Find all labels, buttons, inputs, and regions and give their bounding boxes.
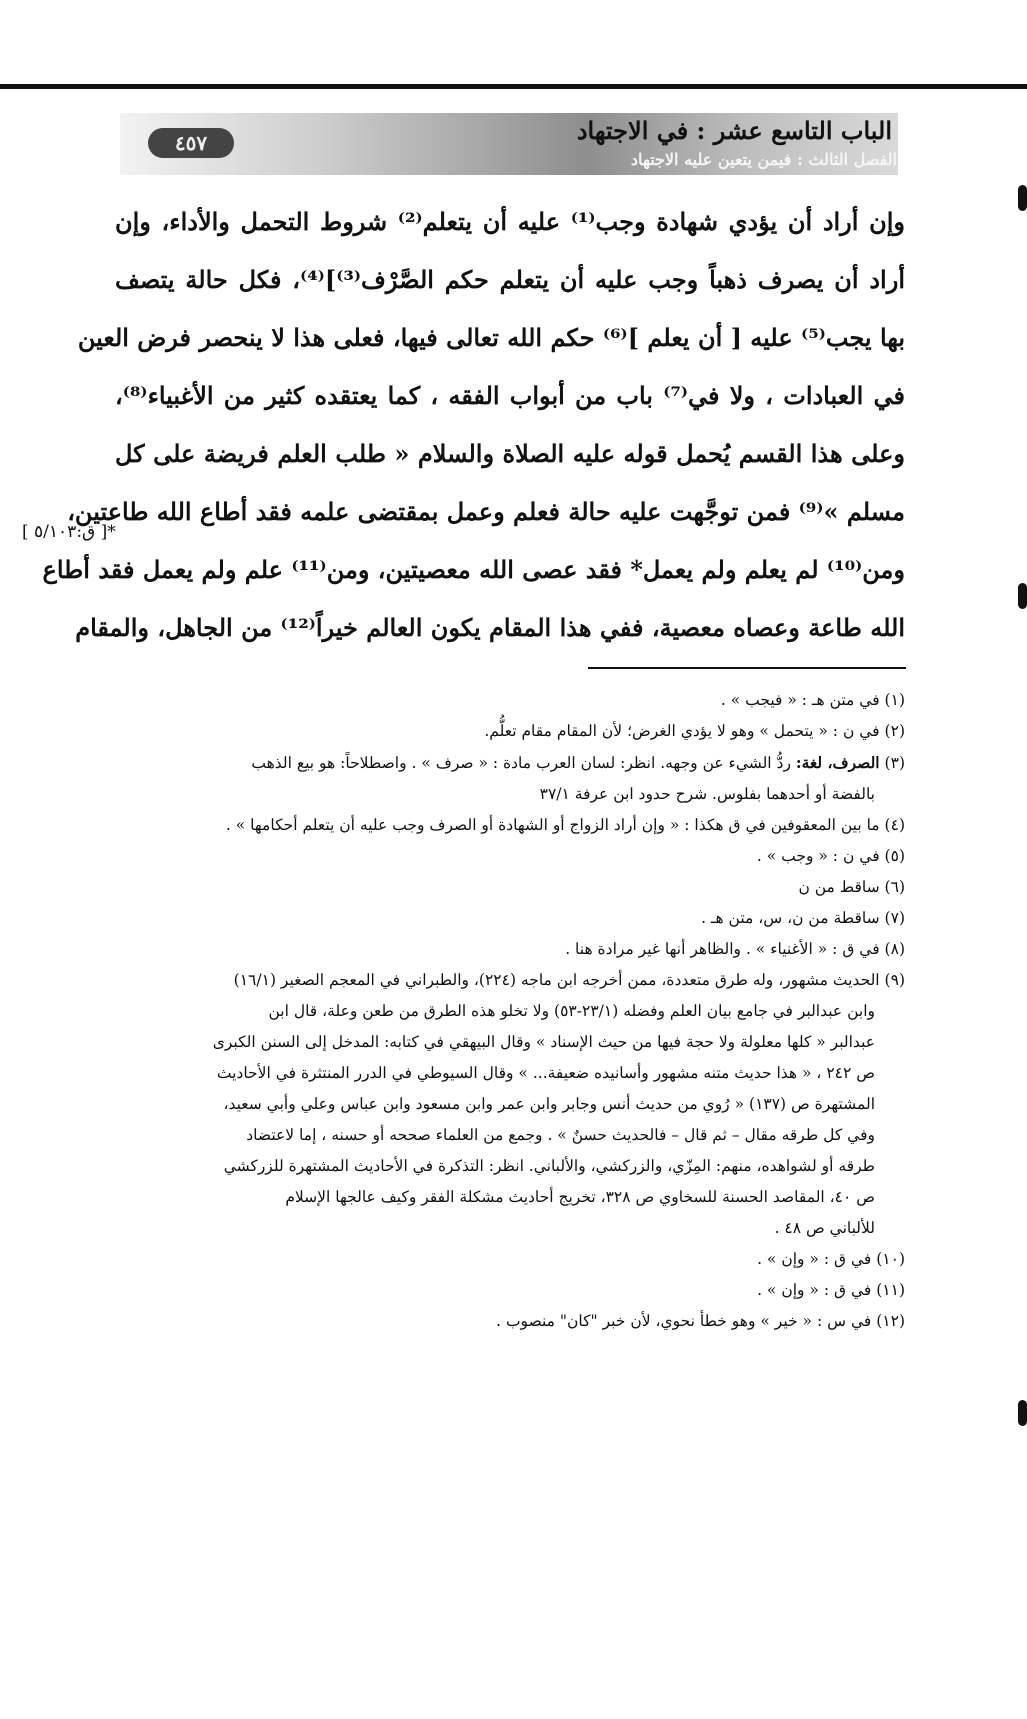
footnote-continuation: طرقه أو لشواهده، منهم: المِزّي، والزركشي، والألباني. انظر: التذكرة في الأحاديث المشتهرة للزركشي	[223, 1157, 875, 1175]
footnote-text: ردُّ الشيء عن وجهه. انظر: لسان العرب مادة : « صرف » . واصطلاحاً: هو بيع الذهب	[251, 754, 791, 772]
footnote-text: في س : « خير » وهو خطأ نحوي، لأن خبر "كان" منصوب .	[496, 1312, 872, 1330]
footnote-number: (١٢)	[876, 1312, 905, 1330]
footnote-number: (١١)	[876, 1281, 905, 1299]
chapter-title: الباب التاسع عشر : في الاجتهاد	[576, 116, 892, 145]
footnote-number: (٥)	[884, 847, 905, 865]
footnote	[125, 685, 905, 716]
footnote-number: (٨)	[884, 940, 905, 958]
footnote-number: (٩)	[884, 971, 905, 989]
footnote	[125, 934, 905, 965]
footnote-text: في ن : « وجب » .	[756, 847, 880, 865]
footnote	[125, 965, 905, 996]
footnote-continuation: بالفضة أو أحدهما بفلوس. شرح حدود ابن عرفة ٣٧/١	[539, 785, 875, 803]
footnotes-list	[125, 685, 905, 1337]
footnote-number: (١)	[884, 691, 905, 709]
footnote-continuation: وفي كل طرقه مقال – ثم قال – فالحديث حسنٌ » . وجمع من العلماء صححه أو حسنه ، إما لاعتضاد	[246, 1126, 875, 1144]
footnote-text: في ق : « وإن » .	[757, 1250, 872, 1268]
footnote	[125, 841, 905, 872]
footnote-number: (٧)	[884, 909, 905, 927]
footnote-continuation: وابن عبدالبر في جامع بيان العلم وفضله (٢٣/١-٥٣) ولا تخلو هذه الطرق من طعن وعلة، قال ابن	[268, 1002, 875, 1020]
section-title: الفصل الثالث : فيمن يتعين عليه الاجتهاد	[630, 150, 897, 169]
footnote	[125, 747, 905, 779]
footnote-text: في ق : « الأغنياء » . والظاهر أنها غير مرادة هنا .	[565, 940, 880, 958]
top-rule	[0, 84, 1027, 89]
footnote-continuation: ص ٤٠، المقاصد الحسنة للسخاوي ص ٣٢٨، تخريج أحاديث مشكلة الفقر وكيف عالجها الإسلام	[285, 1188, 875, 1206]
footnote-number: (١٠)	[876, 1250, 905, 1268]
body-line: أراد أن يصرف ذهباً وجب عليه أن يتعلم حكم الصَّرْف⁽³⁾]⁽⁴⁾، فكل حالة يتصف	[115, 265, 905, 294]
footnote-term: الصرف، لغة:	[795, 753, 880, 772]
body-line: مسلم »⁽⁹⁾ فمن توجَّهت عليه حالة فعلم وعمل بمقتضى علمه فقد أطاع الله طاعتين،	[67, 497, 905, 526]
footnote-text: ساقطة من ن، س، متن هـ .	[701, 909, 880, 927]
body-line: بها يجب⁽⁵⁾ عليه [ أن يعلم ]⁽⁶⁾ حكم الله تعالى فيها، فعلى هذا لا ينحصر فرض العين	[77, 323, 905, 352]
footnote-text: الحديث مشهور، وله طرق متعددة، ممن أخرجه ابن ماجه (٢٢٤)، والطبراني في المعجم الصغير (١٦/١)	[233, 971, 880, 989]
footnote-number: (٢)	[884, 722, 905, 740]
footnote-text: في متن هـ : « فيجب » .	[720, 691, 880, 709]
footnote	[125, 903, 905, 934]
body-line: في العبادات ، ولا في⁽⁷⁾ باب من أبواب الفقه ، كما يعتقده كثير من الأغبياء⁽⁸⁾،	[115, 381, 906, 410]
footnote-continuation: عبدالبر « كلها معلولة ولا حجة فيها من حيث الإسناد » وقال البيهقي في كتابه: المدخل إلى السنن الكبرى	[212, 1033, 875, 1051]
footnote-number: (٦)	[884, 878, 905, 896]
manuscript-page-reference: *[ ق:٥/١٠٣ ]	[22, 522, 116, 542]
footnote-continuation: المشتهرة ص (١٣٧) « رُوي من حديث أنس وجابر وابن عمر وابن مسعود وابن عباس وعلي وأبي سعيد،	[223, 1095, 875, 1113]
footnote	[125, 810, 905, 841]
footnote	[125, 872, 905, 903]
footnote-number: (٤)	[884, 816, 905, 834]
body-line: وإن أراد أن يؤدي شهادة وجب⁽¹⁾ عليه أن يتعلم⁽²⁾ شروط التحمل والأداء، وإن	[115, 207, 905, 236]
footnote-text: ساقط من ن	[798, 878, 880, 896]
footnote-text: في ن : « يتحمل » وهو لا يؤدي الغرض؛ لأن المقام مقام تعلُّم.	[484, 722, 880, 740]
footnote-number: (٣)	[884, 754, 905, 772]
page-edge-mark	[1018, 1400, 1027, 1426]
footnote-continuation: ص ٢٤٢ ، « هذا حديث متنه مشهور وأسانيده ضعيفة... » وقال السيوطي في الدرر المنتثرة في الأحاديث	[216, 1064, 875, 1082]
page-edge-mark	[1018, 583, 1027, 609]
body-line: ومن⁽¹⁰⁾ لم يعلم ولم يعمل* فقد عصى الله معصيتين، ومن⁽¹¹⁾ علم ولم يعمل فقد أطاع	[42, 555, 905, 584]
footnote-text: في ق : « وإن » .	[757, 1281, 872, 1299]
footnote-text: ما بين المعقوفين في ق هكذا : « وإن أراد الزواج أو الشهادة أو الصرف وجب عليه أن يتعلم أحكامها » .	[225, 816, 880, 834]
body-line: وعلى هذا القسم يُحمل قوله عليه الصلاة والسلام « طلب العلم فريضة على كل	[115, 439, 905, 468]
footnote-continuation: للألباني ص ٤٨ .	[774, 1219, 875, 1237]
footnote	[125, 1306, 905, 1337]
page-edge-mark	[1018, 185, 1027, 211]
footnote	[125, 716, 905, 747]
footnote	[125, 1244, 905, 1275]
footnote	[125, 1275, 905, 1306]
page-number: ٤٥٧	[148, 128, 234, 158]
body-line: الله طاعة وعصاه معصية، ففي هذا المقام يكون العالم خيراً⁽¹²⁾ من الجاهل، والمقام	[75, 613, 905, 642]
footnote-separator	[588, 667, 906, 669]
